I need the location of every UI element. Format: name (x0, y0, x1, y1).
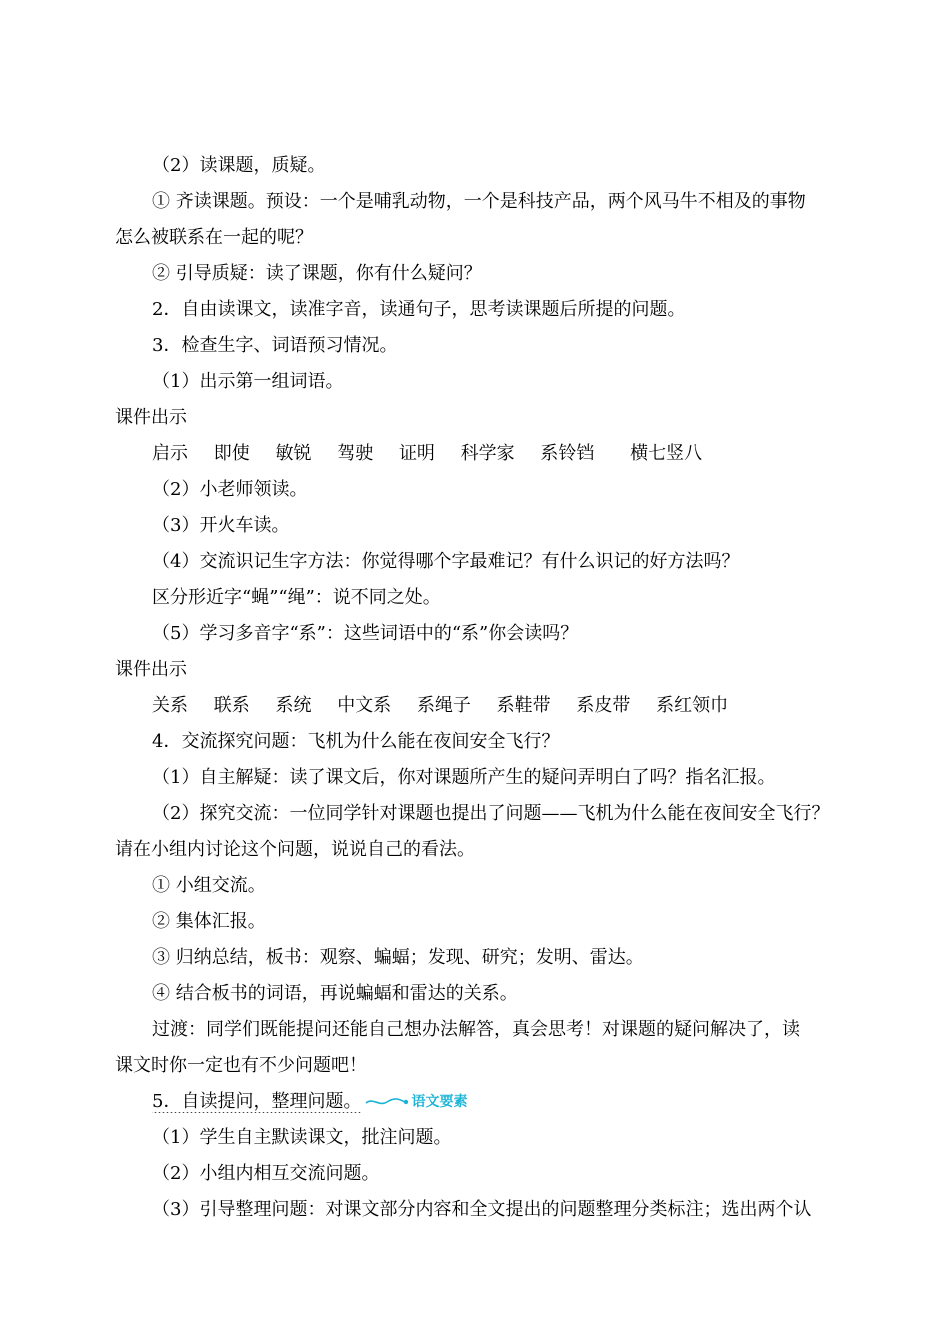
wave-arrow-icon (365, 1095, 409, 1109)
annotation-label: 语文要素 (411, 1094, 468, 1110)
text-line: 课文时你一定也有不少问题吧！ (115, 1055, 367, 1076)
text-line: （4）交流识记生字方法：你觉得哪个字最难记？有什么识记的好方法吗？ (152, 551, 740, 572)
word-item: 系皮带 (576, 695, 631, 716)
text-line: ② 引导质疑：读了课题，你有什么疑问？ (152, 263, 482, 284)
text-line: 怎么被联系在一起的呢？ (115, 227, 313, 248)
text-line: ② 集体汇报。 (152, 911, 266, 932)
courseware-heading: 课件出示 (115, 659, 187, 680)
text-line: 区分形近字“蝇”“绳”：说不同之处。 (152, 587, 441, 608)
courseware-heading: 课件出示 (115, 407, 187, 428)
text-line: 请在小组内讨论这个问题，说说自己的看法。 (115, 839, 475, 860)
text-line: 2．自由读课文，读准字音，读通句子，思考读课题后所提的问题。 (152, 299, 686, 320)
word-item: 科学家 (460, 443, 515, 464)
word-item: 系绳子 (416, 695, 471, 716)
word-item: 启示 (152, 443, 188, 464)
word-item: 证明 (398, 443, 435, 464)
word-item: 系红领巾 (656, 695, 729, 716)
text-line: ③ 归纳总结，板书：观察、蝙蝠；发现、研究；发明、雷达。 (152, 947, 644, 968)
word-item: 横七竖八 (630, 443, 703, 464)
text-line: （1）出示第一组词语。 (152, 371, 344, 392)
text-line: （2）探究交流：一位同学针对课题也提出了问题——飞机为什么能在夜间安全飞行？ (152, 803, 830, 824)
text-line: 4．交流探究问题：飞机为什么能在夜间安全飞行？ (152, 731, 560, 752)
text-line: 过渡：同学们既能提问还能自己想办法解答，真会思考！对课题的疑问解决了，读 (152, 1019, 800, 1040)
text-line: （5）学习多音字“系”：这些词语中的“系”你会读吗？ (152, 623, 579, 644)
word-list-1 (152, 442, 702, 466)
text-line: （2）小组内相互交流问题。 (152, 1163, 380, 1184)
word-list-2 (152, 694, 728, 718)
word-item: 驾驶 (337, 443, 374, 464)
text-line: （3）开火车读。 (152, 515, 290, 536)
text-line: 3．检查生字、词语预习情况。 (152, 335, 398, 356)
text-line: （2）小老师领读。 (152, 479, 308, 500)
word-item: 系铃铛 (540, 443, 595, 464)
text-line: ④ 结合板书的词语，再说蝙蝠和雷达的关系。 (152, 983, 518, 1004)
text-line: ① 齐读课题。预设：一个是哺乳动物，一个是科技产品，两个风马牛不相及的事物 (152, 191, 806, 212)
text-line: ① 小组交流。 (152, 875, 266, 896)
word-item: 即使 (213, 443, 250, 464)
text-line: （2）读课题，质疑。 (152, 155, 326, 176)
text-line: （3）引导整理问题：对课文部分内容和全文提出的问题整理分类标注；选出两个认 (152, 1199, 812, 1220)
word-item: 联系 (213, 695, 250, 716)
word-item: 系鞋带 (496, 695, 551, 716)
annotation-marker (365, 1090, 467, 1114)
word-item: 关系 (152, 695, 188, 716)
annotated-text: 5．自读提问，整理问题。 (152, 1091, 362, 1112)
word-item: 敏锐 (275, 443, 312, 464)
text-line: （1）自主解疑：读了课文后，你对课题所产生的疑问弄明白了吗？指名汇报。 (152, 767, 776, 788)
word-item: 中文系 (337, 695, 392, 716)
text-line-annotated (152, 1090, 467, 1114)
word-item: 系统 (275, 695, 312, 716)
text-line: （1）学生自主默读课文，批注问题。 (152, 1127, 452, 1148)
